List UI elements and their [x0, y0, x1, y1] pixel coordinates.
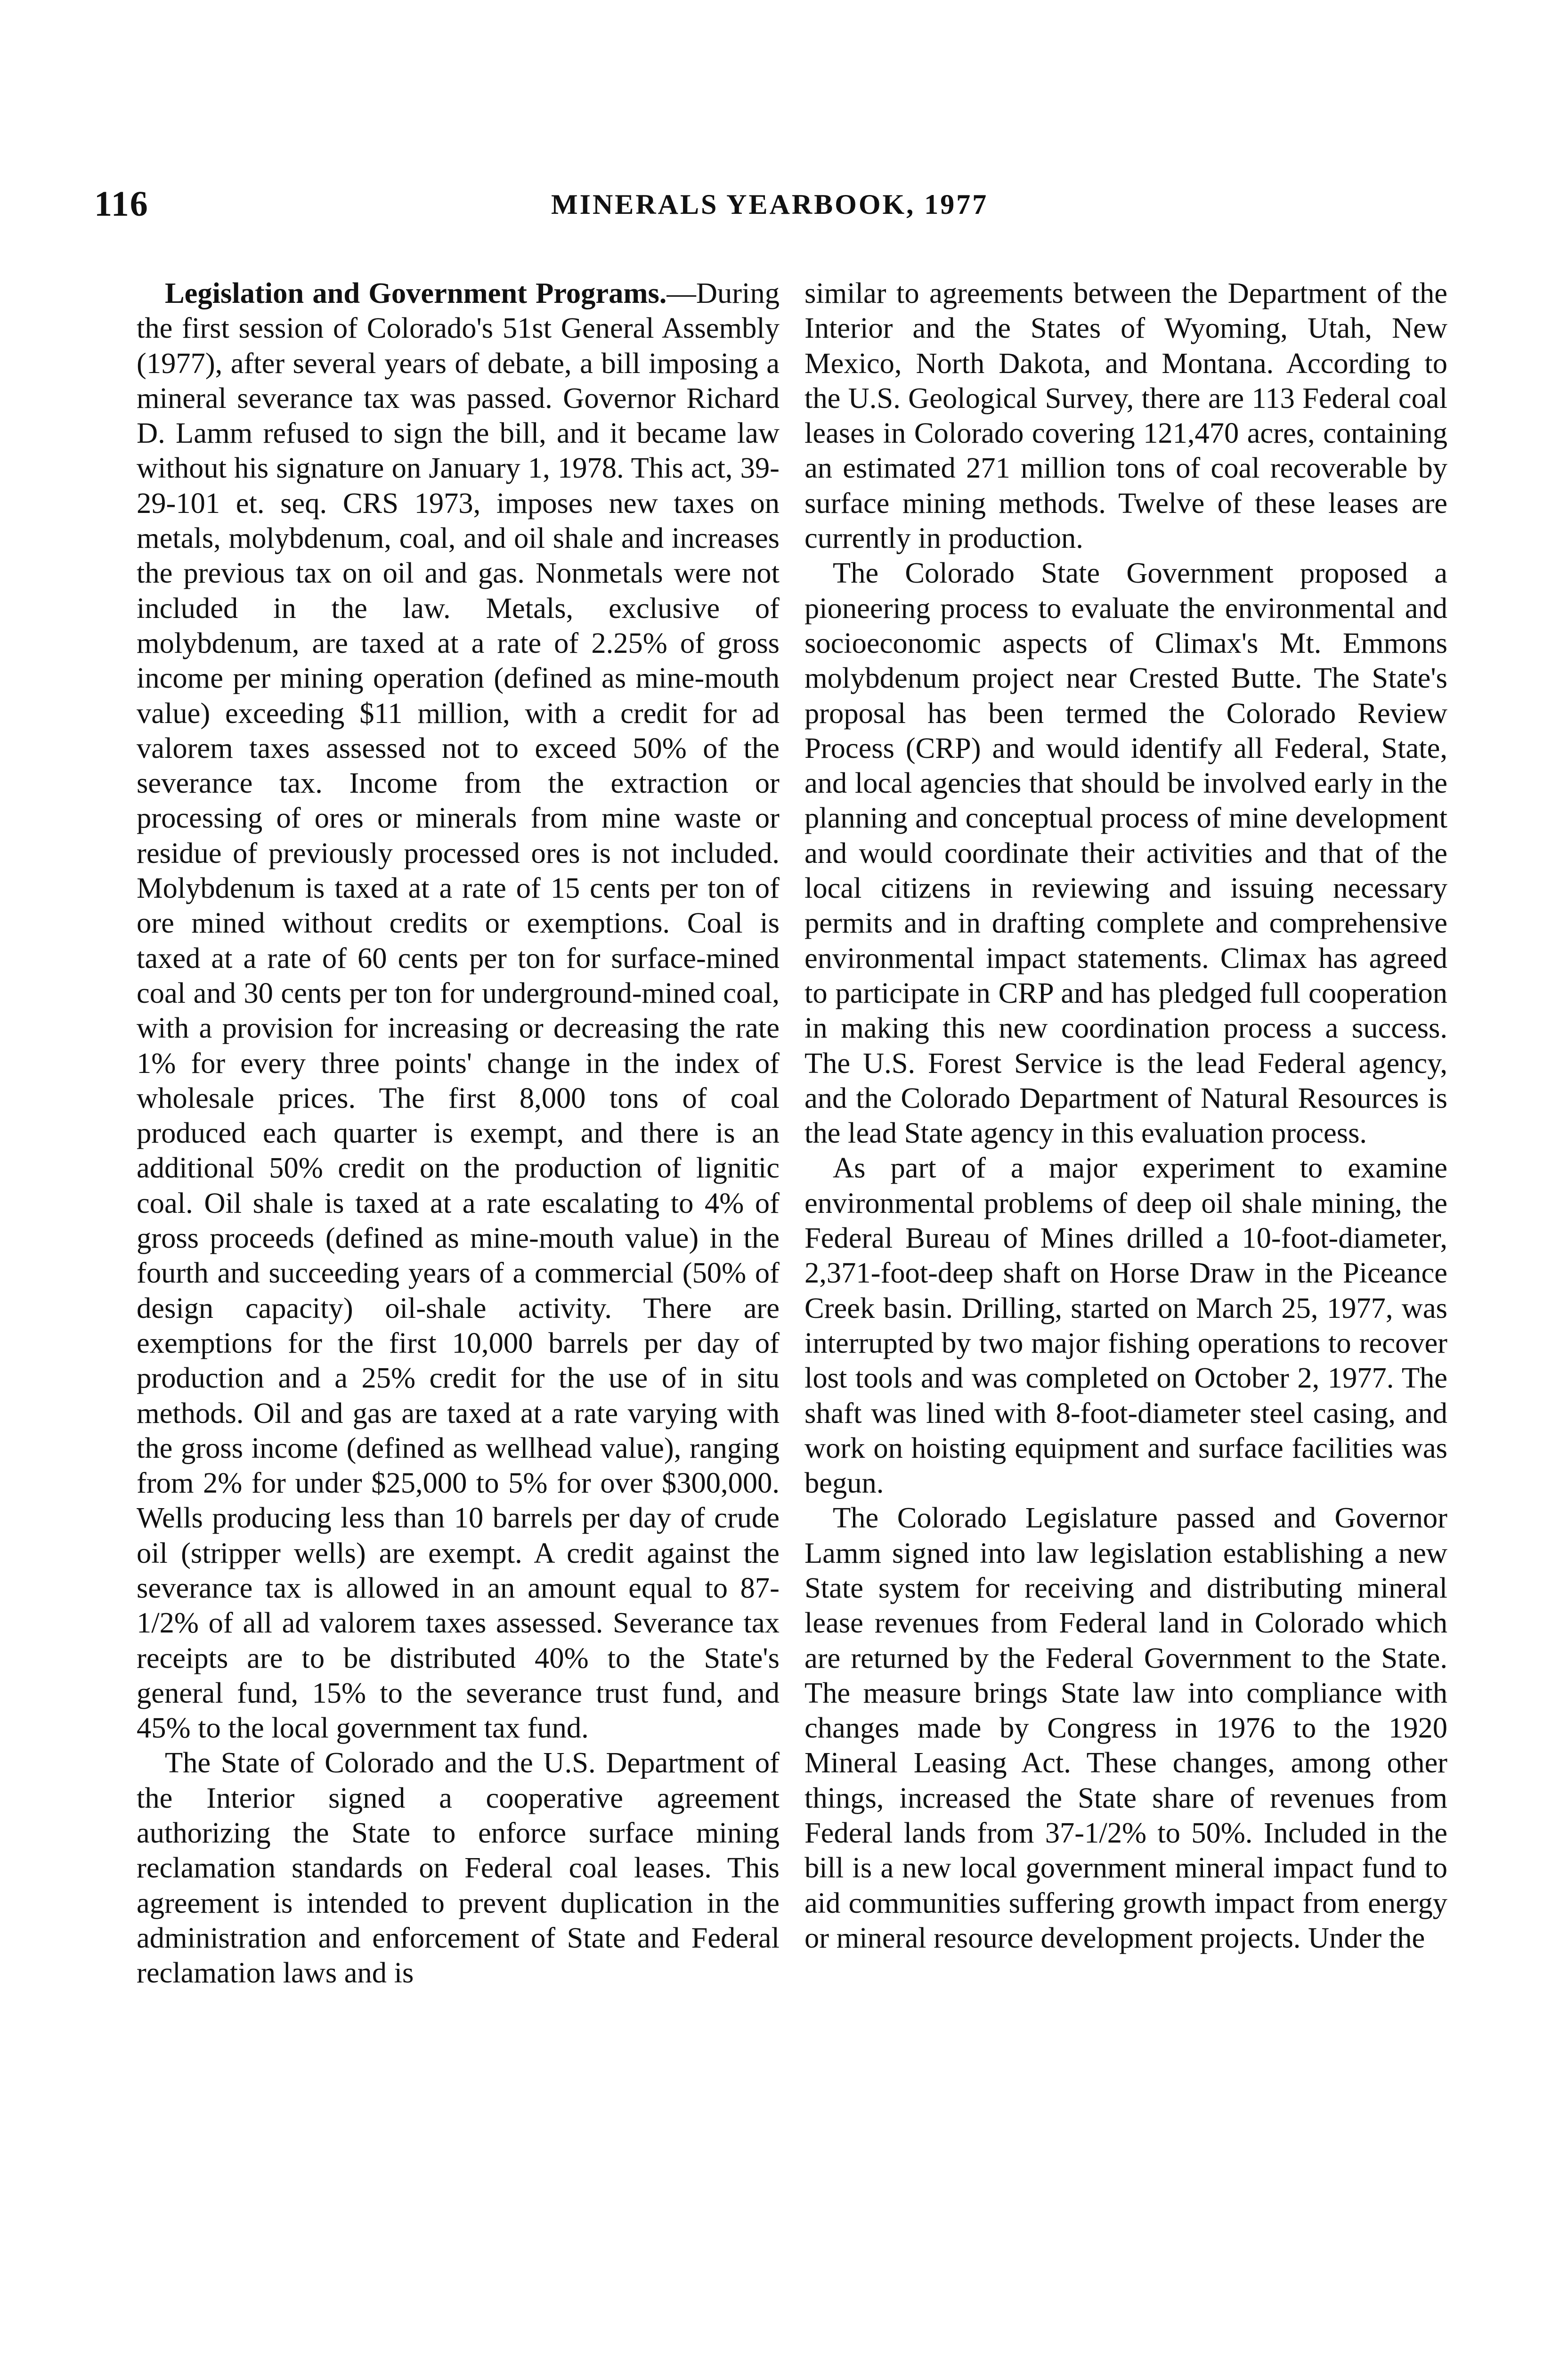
paragraph-severance-tax	[137, 276, 780, 1745]
paragraph-mineral-lease-revenues: The Colorado Legislature passed and Governor Lamm signed into law legislation establishing a new State system for receiving and distributing mineral lease revenues from Federal land in Colorado which are returned by the Federal Government to the State. The measure brings State law into compliance with changes made by Congress in 1976 to the 1920 Mineral Leasing Act. These changes, among other things, increased the State share of revenues from Federal lands from 37-1/2% to 50%. Included in the bill is a new local government mineral impact fund to aid communities suffering growth impact from energy or mineral resource development projects. Under the	[804, 1501, 1447, 1954]
left-column	[137, 276, 780, 1990]
right-column	[804, 276, 1447, 1955]
paragraph-colorado-review-process: The Colorado State Government proposed a pioneering process to evaluate the environmental and socioeconomic aspects of Climax's Mt. Emmons molybdenum project near Crested Butte. The State's proposal has been termed the Colorado Review Process (CRP) and would identify all Federal, State, and local agencies that should be involved early in the planning and conceptual process of mine development and would coordinate their activities and that of the local citizens in reviewing and issuing necessary permits and in drafting complete and comprehensive environmental impact statements. Climax has agreed to participate in CRP and has pledged full cooperation in making this new coordination process a success. The U.S. Forest Service is the lead Federal agency, and the Colorado Department of Natural Resources is the lead State agency in this evaluation process.	[804, 556, 1447, 1150]
page-number: 116	[94, 184, 149, 224]
paragraph-continued: similar to agreements between the Department of the Interior and the States of Wyoming, Utah, New Mexico, North Dakota, and Montana. According to the U.S. Geological Survey, there are 113 Federal coal leases in Colorado covering 121,470 acres, containing an estimated 271 million tons of coal recoverable by surface mining methods. Twelve of these leases are currently in production.	[804, 276, 1447, 555]
paragraph-oil-shale-shaft: As part of a major experiment to examine environmental problems of deep oil shale mining, the Federal Bureau of Mines drilled a 10-foot-diameter, 2,371-foot-deep shaft on Horse Draw in the Piceance Creek basin. Drilling, started on March 25, 1977, was interrupted by two major fishing operations to recover lost tools and was completed on October 2, 1977. The shaft was lined with 8-foot-diameter steel casing, and work on hoisting equipment and surface facilities was begun.	[804, 1151, 1447, 1500]
section-heading: Legislation and Government Programs.	[165, 276, 667, 309]
paragraph-cooperative-agreement: The State of Colorado and the U.S. Department of the Interior signed a cooperative agreement authorizing the State to enforce surface mining reclamation standards on Federal coal leases. This agreement is intended to prevent duplication in the administration and enforcement of State and Federal reclamation laws and is	[137, 1746, 780, 1990]
running-title: MINERALS YEARBOOK, 1977	[551, 189, 989, 220]
paragraph-text: —During the first session of Colorado's 51st General Assembly (1977), after several years of debate, a bill imposing a mineral severance tax was passed. Governor Richard D. Lamm refused to sign the bill, and it became law without his signature on January 1, 1978. This act, 39-29-101 et. seq. CRS 1973, imposes new taxes on metals, molybdenum, coal, and oil shale and increases the previous tax on oil and gas. Nonmetals were not included in the law. Metals, exclusive of molybdenum, are taxed at a rate of 2.25% of gross income per mining operation (defined as mine-mouth value) exceeding $11 million, with a credit for ad valorem taxes assessed not to exceed 50% of the severance tax. Income from the extraction or processing of ores or minerals from mine waste or residue of previously processed ores is not included. Molybdenum is taxed at a rate of 15 cents per ton of ore mined without credits or exemptions. Coal is taxed at a rate of 60 cents per ton for surface-mined coal and 30 cents per ton for underground-mined coal, with a provision for increasing or decreasing the rate 1% for every three points' change in the index of wholesale prices. The first 8,000 tons of coal produced each quarter is exempt, and there is an additional 50% credit on the production of lignitic coal. Oil shale is taxed at a rate escalating to 4% of gross proceeds (defined as mine-mouth value) in the fourth and succeeding years of a commercial (50% of design capacity) oil-shale activity. There are exemptions for the first 10,000 barrels per day of production and a 25% credit for the use of in situ methods. Oil and gas are taxed at a rate varying with the gross income (defined as wellhead value), ranging from 2% for under $25,000 to 5% for over $300,000. Wells producing less than 10 barrels per day of crude oil (stripper wells) are exempt. A credit against the severance tax is allowed in an amount equal to 87-1/2% of all ad valorem taxes assessed. Severance tax receipts are to be distributed 40% to the State's general fund, 15% to the severance trust fund, and 45% to the local government tax fund.	[137, 276, 780, 1745]
running-head	[94, 184, 1474, 226]
